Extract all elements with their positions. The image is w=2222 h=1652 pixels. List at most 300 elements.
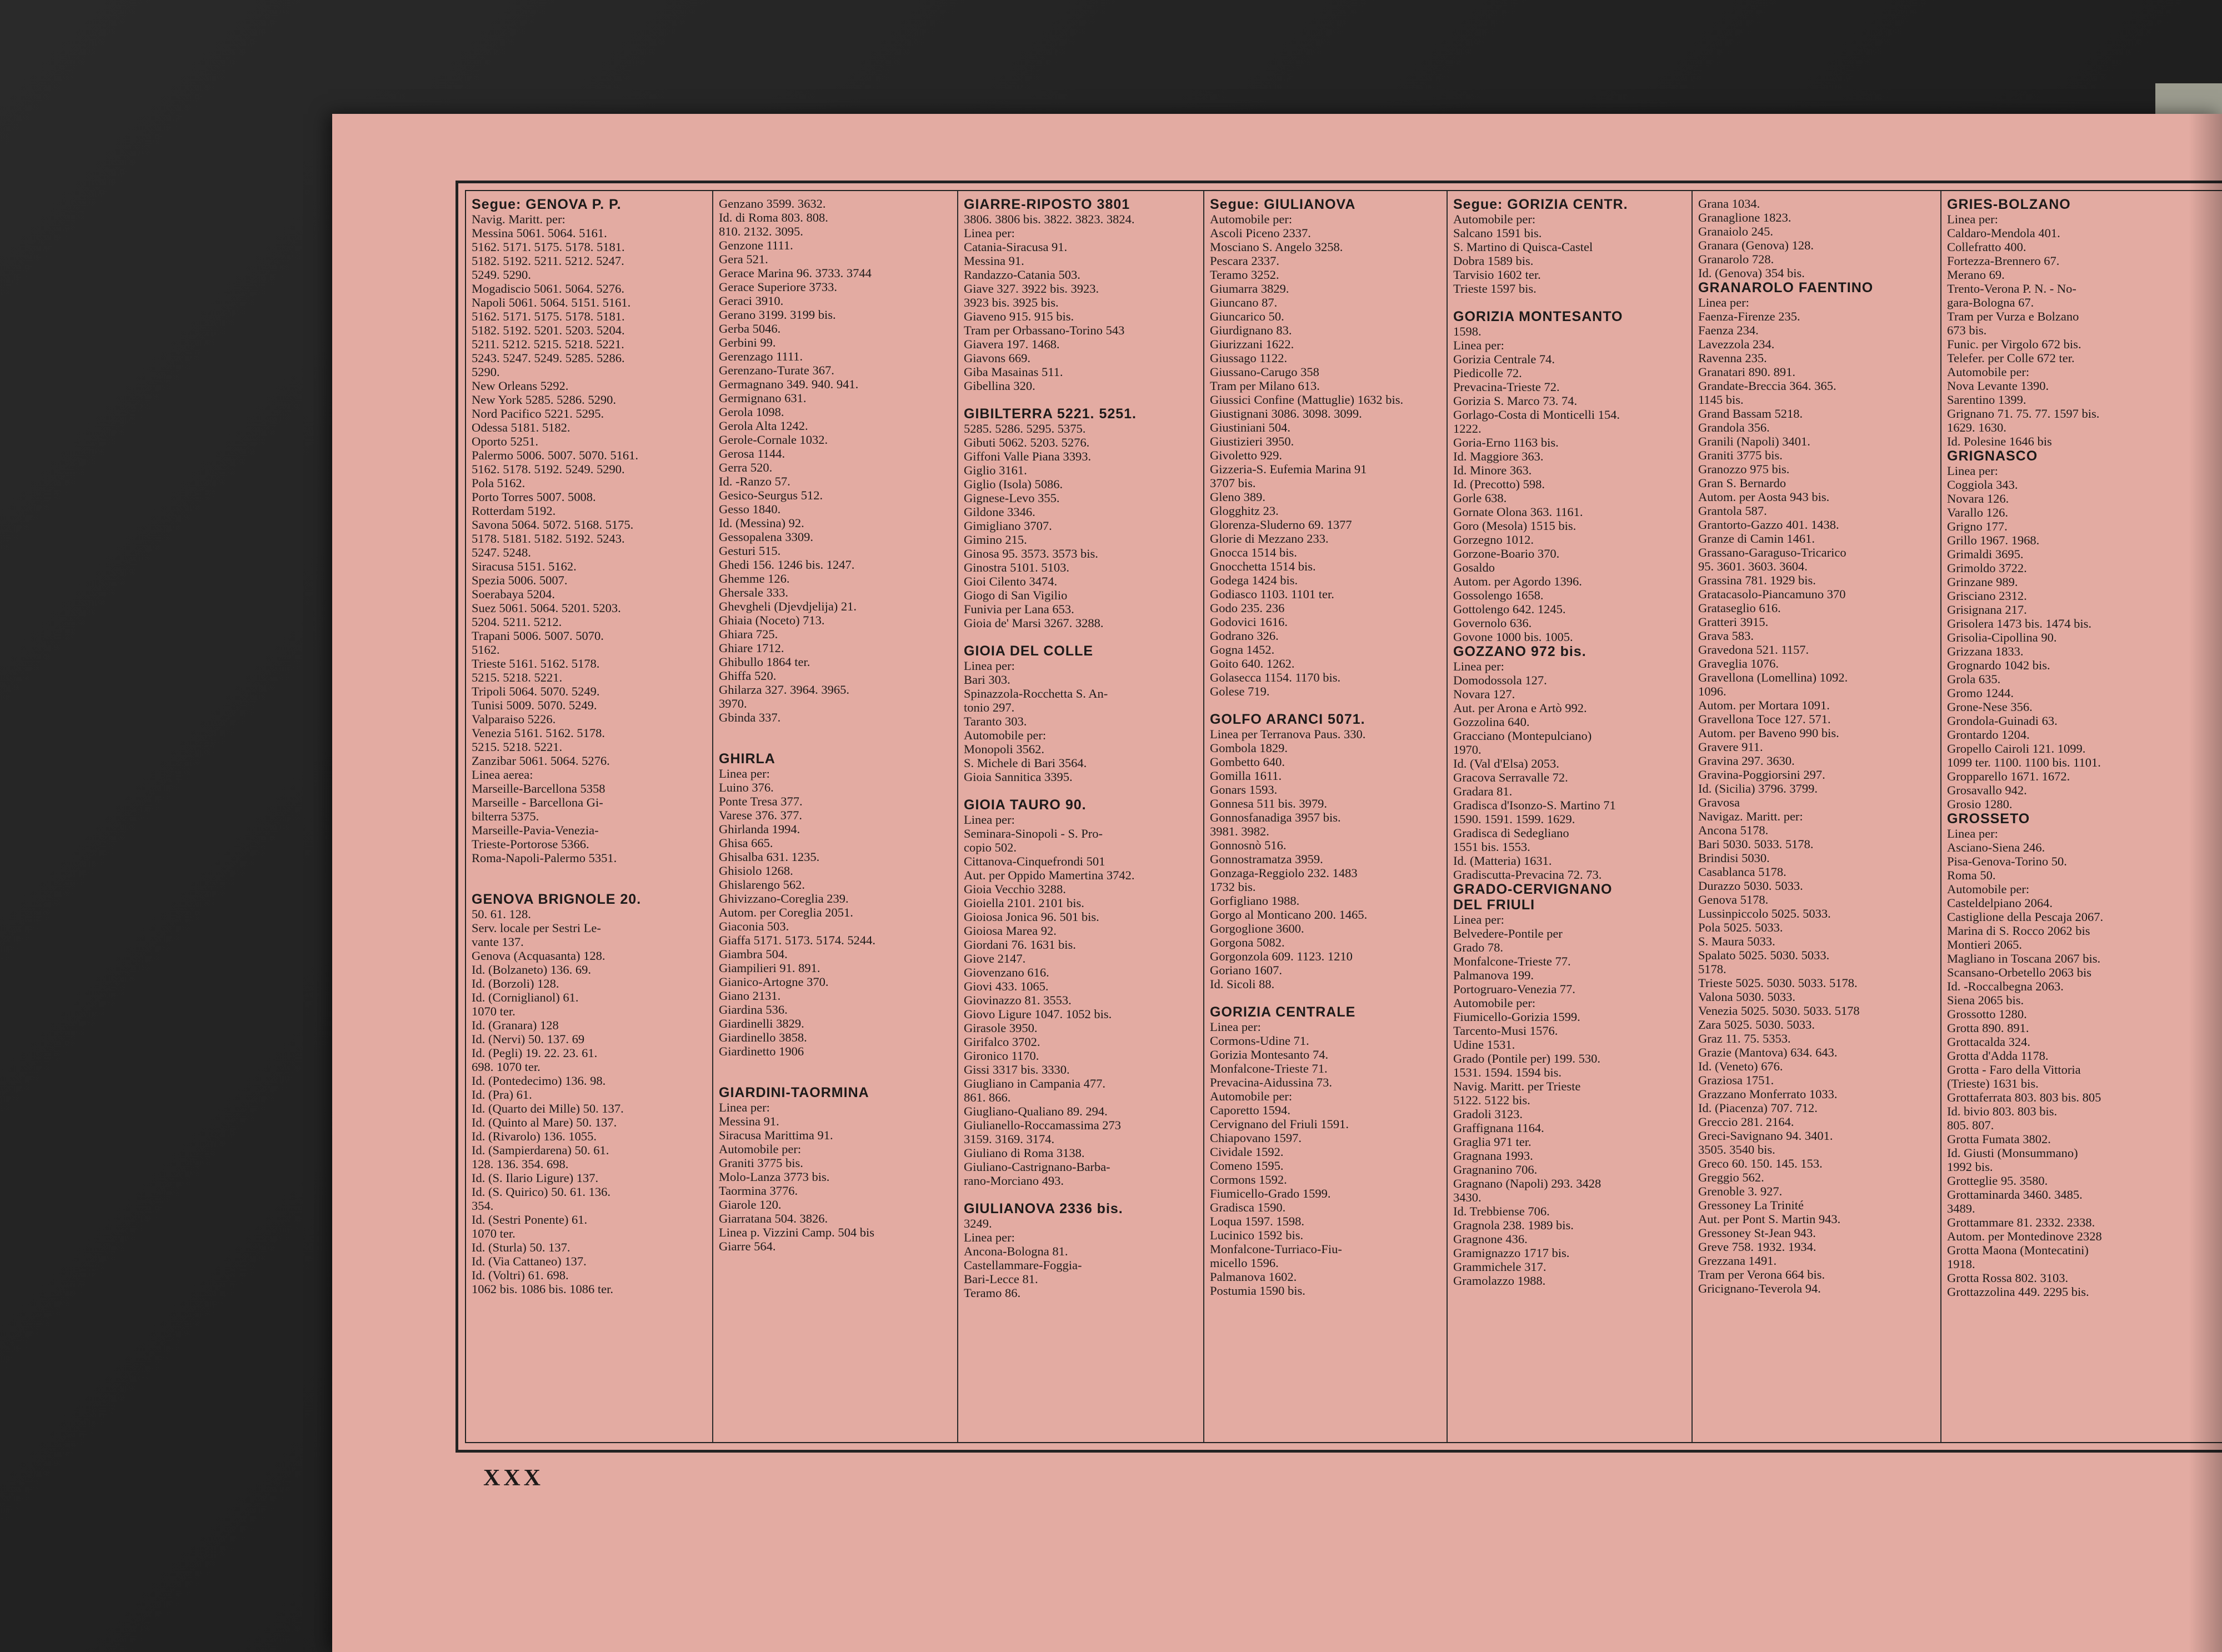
index-entry: Id. (Pra) 61.: [472, 1088, 532, 1102]
index-entry: Gesturi 515.: [719, 544, 781, 558]
index-entry: Gradiscutta-Prevacina 72. 73.: [1453, 868, 1602, 882]
index-entry: Venezia 5161. 5162. 5178.: [472, 726, 605, 740]
index-entry: Gravedona 521. 1157.: [1698, 643, 1809, 657]
index-entry: Greve 758. 1932. 1934.: [1698, 1240, 1816, 1254]
index-entry: Gratacasolo-Piancamuno 370: [1698, 587, 1846, 601]
index-entry: Savona 5064. 5072. 5168. 5175.: [472, 518, 634, 532]
index-entry: Grado 78.: [1453, 940, 1503, 954]
index-entry: Grandate-Breccia 364. 365.: [1698, 379, 1836, 393]
index-entry: Id. (Genova) 354 bis.: [1698, 266, 1805, 280]
index-entry: Giove 2147.: [964, 952, 1026, 965]
index-entry: Giuncano 87.: [1210, 296, 1278, 309]
index-entry: Grataseglio 616.: [1698, 601, 1781, 615]
index-entry: Marseille-Pavia-Venezia-: [472, 823, 599, 837]
index-entry: 1551 bis. 1553.: [1453, 840, 1530, 854]
index-entry: Giaconia 503.: [719, 919, 789, 933]
index-entry: Gioia Sannitica 3395.: [964, 770, 1073, 784]
index-entry: Automobile per:: [1210, 212, 1293, 226]
index-entry: Castellammare-Foggia-: [964, 1258, 1082, 1272]
index-entry: Bari 303.: [964, 673, 1010, 687]
index-entry: Gerenzago 1111.: [719, 349, 803, 363]
station-heading: GIBILTERRA 5221. 5251.: [964, 406, 1137, 422]
index-entry: Gera 521.: [719, 252, 768, 266]
index-entry: Suez 5061. 5064. 5201. 5203.: [472, 601, 621, 615]
index-entry: tonio 297.: [964, 700, 1015, 714]
index-entry: Gravellona (Lomellina) 1092.: [1698, 670, 1848, 684]
index-entry: Venezia 5025. 5030. 5033. 5178: [1698, 1004, 1860, 1018]
index-entry: Roma-Napoli-Palermo 5351.: [472, 851, 617, 865]
index-entry: Gracciano (Montepulciano): [1453, 729, 1592, 743]
index-entry: Giardinello 3858.: [719, 1030, 807, 1044]
index-entry: Gerace Superiore 3733.: [719, 280, 838, 294]
station-heading: GROSSETO: [1947, 811, 2030, 827]
index-entry: Gioia de' Marsi 3267. 3288.: [964, 616, 1104, 630]
index-entry: Granozzo 975 bis.: [1698, 462, 1790, 476]
index-entry: Fortezza-Brennero 67.: [1947, 254, 2060, 268]
index-entry: Gragnana 1993.: [1453, 1149, 1533, 1163]
index-entry: Giardinelli 3829.: [719, 1017, 804, 1030]
index-entry: Ghivizzano-Coreglia 239.: [719, 892, 849, 905]
index-entry: Trieste 1597 bis.: [1453, 282, 1537, 296]
station-heading: Segue: GORIZIA CENTR.: [1453, 197, 1628, 212]
index-entry: Gesico-Seurgus 512.: [719, 488, 823, 502]
index-entry: Grava 583.: [1698, 629, 1754, 643]
index-entry: Automobile per:: [1210, 1089, 1293, 1103]
index-entry: Gerola Alta 1242.: [719, 419, 808, 433]
station-heading: GIARDINI-TAORMINA: [719, 1085, 869, 1100]
index-entry: Linea per:: [1947, 827, 1998, 840]
spacer: [964, 630, 1197, 643]
index-entry: 1070 ter.: [472, 1004, 516, 1018]
index-entry: Id. -Roccalbegna 2063.: [1947, 979, 2064, 993]
index-entry: Id. (Matteria) 1631.: [1453, 854, 1552, 868]
index-entry: Pescara 2337.: [1210, 254, 1279, 268]
index-entry: Tram per Verona 664 bis.: [1698, 1268, 1825, 1281]
index-entry: Linea per:: [1698, 296, 1749, 309]
index-entry: Luino 376.: [719, 780, 774, 794]
index-entry: 5290.: [472, 365, 500, 379]
index-entry: Gimigliano 3707.: [964, 519, 1052, 533]
index-entry: Gravellona Toce 127. 571.: [1698, 712, 1831, 726]
index-entry: Id. (Sicilia) 3796. 3799.: [1698, 782, 1818, 795]
index-entry: Giuncarico 50.: [1210, 309, 1284, 323]
station-heading: GIULIANOVA 2336 bis.: [964, 1201, 1123, 1217]
index-entry: Monfalcone-Trieste 71.: [1210, 1062, 1328, 1075]
index-entry: Autom. per Aosta 943 bis.: [1698, 490, 1830, 504]
index-entry: Girifalco 3702.: [964, 1035, 1040, 1049]
index-entry: Tram per Orbassano-Torino 543: [964, 323, 1125, 337]
index-entry: Gorizia S. Marco 73. 74.: [1453, 394, 1578, 408]
index-entry: 5162. 5178. 5192. 5249. 5290.: [472, 462, 625, 476]
index-entry: Roma 50.: [1947, 868, 1996, 882]
index-entry: 1598.: [1453, 324, 1482, 338]
index-entry: Spinazzola-Rocchetta S. An-: [964, 687, 1108, 700]
index-entry: 1918.: [1947, 1257, 1975, 1271]
index-entry: Pisa-Genova-Torino 50.: [1947, 854, 2067, 868]
index-entry: Fiumicello-Grado 1599.: [1210, 1187, 1331, 1200]
index-entry: S. Michele di Bari 3564.: [964, 756, 1087, 770]
index-entry: Giglio 3161.: [964, 463, 1027, 477]
index-entry: Gildone 3346.: [964, 505, 1035, 519]
index-entry: Brindisi 5030.: [1698, 851, 1770, 865]
spacer: [719, 1072, 951, 1085]
index-entry: Prevacina-Aidussina 73.: [1210, 1075, 1332, 1089]
index-entry: Gombola 1829.: [1210, 741, 1288, 755]
index-entry: Granze di Camin 1461.: [1698, 532, 1815, 545]
index-entry: Granatari 890. 891.: [1698, 365, 1795, 379]
index-entry: Telefer. per Colle 672 ter.: [1947, 351, 2075, 365]
index-entry: Lavezzola 234.: [1698, 337, 1775, 351]
index-entry: Grantola 587.: [1698, 504, 1767, 518]
index-entry: Nova Levante 1390.: [1947, 379, 2049, 393]
index-entry: Palmanova 199.: [1453, 968, 1534, 982]
index-entry: Gonnostramatza 3959.: [1210, 852, 1323, 866]
index-entry: Grottazzolina 449. 2295 bis.: [1947, 1285, 2089, 1299]
index-entry: 3159. 3169. 3174.: [964, 1132, 1055, 1146]
index-entry: 5249. 5290.: [472, 268, 531, 282]
index-entry: Id. (Corniglianol) 61.: [472, 990, 579, 1004]
index-entry: 1070 ter.: [472, 1227, 516, 1240]
index-entry: Grondola-Guinadi 63.: [1947, 714, 2058, 728]
index-entry: Belvedere-Pontile per: [1453, 927, 1563, 940]
index-entry: Grisignana 217.: [1947, 603, 2027, 617]
index-entry: 861. 866.: [964, 1090, 1011, 1104]
index-entry: Granaglione 1823.: [1698, 211, 1791, 224]
index-entry: Gbinda 337.: [719, 710, 781, 724]
index-entry: Postumia 1590 bis.: [1210, 1284, 1305, 1298]
index-entry: Monopoli 3562.: [964, 742, 1045, 756]
index-entry: Linea aerea:: [472, 768, 533, 782]
index-entry: Gonnesa 511 bis. 3979.: [1210, 797, 1328, 810]
index-entry: Gramignazzo 1717 bis.: [1453, 1246, 1570, 1260]
index-entry: Greggio 562.: [1698, 1170, 1764, 1184]
index-entry: Domodossola 127.: [1453, 673, 1547, 687]
index-entry: 5215. 5218. 5221.: [472, 740, 563, 754]
index-entry: Id. (Quarto dei Mille) 50. 137.: [472, 1102, 624, 1115]
index-entry: 5211. 5212. 5215. 5218. 5221.: [472, 337, 624, 351]
index-entry: Gravina 297. 3630.: [1698, 754, 1795, 768]
index-entry: (Trieste) 1631 bis.: [1947, 1077, 2039, 1090]
index-entry: Ghemme 126.: [719, 572, 790, 585]
index-entry: Trieste 5025. 5030. 5033. 5178.: [1698, 976, 1858, 990]
index-entry: Grassano-Garaguso-Tricarico: [1698, 545, 1846, 559]
index-entry: Goria-Erno 1163 bis.: [1453, 435, 1559, 449]
index-entry: Ravenna 235.: [1698, 351, 1767, 365]
index-entry: Givoletto 929.: [1210, 448, 1282, 462]
index-entry: Trieste 5161. 5162. 5178.: [472, 657, 600, 670]
index-entry: Giussano-Carugo 358: [1210, 365, 1319, 379]
index-entry: Gibellina 320.: [964, 379, 1035, 393]
index-entry: Grotta Rossa 802. 3103.: [1947, 1271, 2069, 1285]
index-entry: Giba Masainas 511.: [964, 365, 1063, 379]
index-entry: Ascoli Piceno 2337.: [1210, 226, 1311, 240]
spacer: [472, 865, 706, 878]
index-entry: Grottacalda 324.: [1947, 1035, 2030, 1049]
index-entry: Messina 91.: [964, 254, 1024, 268]
index-entry: micello 1596.: [1210, 1256, 1279, 1270]
index-entry: 5162. 5171. 5175. 5178. 5181.: [472, 309, 625, 323]
index-entry: Cormons-Udine 71.: [1210, 1034, 1309, 1048]
index-entry: Gratteri 3915.: [1698, 615, 1769, 629]
index-entry: Loqua 1597. 1598.: [1210, 1214, 1304, 1228]
index-entry: Grammichele 317.: [1453, 1260, 1547, 1274]
index-entry: Giaffa 5171. 5173. 5174. 5244.: [719, 933, 876, 947]
index-entry: Id. bivio 803. 803 bis.: [1947, 1104, 2058, 1118]
index-entry: Portogruaro-Venezia 77.: [1453, 982, 1575, 996]
station-heading: GORIZIA MONTESANTO: [1453, 309, 1623, 324]
index-entry: Mogadiscio 5061. 5064. 5276.: [472, 282, 624, 296]
index-entry: Trieste-Portorose 5366.: [472, 837, 589, 851]
spacer: [964, 1188, 1197, 1201]
index-entry: Gnocca 1514 bis.: [1210, 545, 1297, 559]
spacer: [964, 784, 1197, 797]
index-entry: Castiglione della Pescaja 2067.: [1947, 910, 2104, 924]
index-entry: Gizzeria-S. Eufemia Marina 91: [1210, 462, 1367, 476]
index-entry: Collefratto 400.: [1947, 240, 2026, 254]
index-entry: Golasecca 1154. 1170 bis.: [1210, 670, 1341, 684]
spacer: [719, 724, 951, 738]
index-entry: Id. (S. Ilario Ligure) 137.: [472, 1171, 599, 1185]
index-entry: Linea per:: [1453, 338, 1504, 352]
index-entry: Grisolera 1473 bis. 1474 bis.: [1947, 617, 2091, 630]
index-entry: Linea p. Vizzini Camp. 504 bis: [719, 1225, 875, 1239]
index-entry: Siracusa 5151. 5162.: [472, 559, 577, 573]
index-entry: Palmanova 1602.: [1210, 1270, 1297, 1284]
index-entry: Graveglia 1076.: [1698, 657, 1779, 670]
index-entry: Funivia per Lana 653.: [964, 602, 1074, 616]
index-entry: Gissi 3317 bis. 3330.: [964, 1063, 1070, 1077]
columns-container: [465, 190, 2222, 1443]
index-entry: Ghevgheli (Djevdjelija) 21.: [719, 599, 857, 613]
index-entry: Navig. Maritt. per Trieste: [1453, 1079, 1581, 1093]
index-entry: 5162.: [472, 643, 500, 657]
index-entry: Gramolazzo 1988.: [1453, 1274, 1546, 1288]
index-entry: Gioiosa Marea 92.: [964, 924, 1057, 938]
index-entry: 1590. 1591. 1599. 1629.: [1453, 812, 1575, 826]
index-entry: Grantorto-Gazzo 401. 1438.: [1698, 518, 1839, 532]
index-entry: Giugliano in Campania 477.: [964, 1077, 1105, 1090]
index-entry: Nord Pacifico 5221. 5295.: [472, 407, 604, 420]
index-entry: Ancona-Bologna 81.: [964, 1244, 1068, 1258]
station-heading: GIOIA DEL COLLE: [964, 643, 1094, 659]
index-entry: Automobile per:: [1947, 365, 2030, 379]
index-entry: 1062 bis. 1086 bis. 1086 ter.: [472, 1282, 614, 1296]
index-entry: Automobile per:: [1947, 882, 2030, 896]
index-entry: Giardina 536.: [719, 1003, 788, 1017]
spacer: [1453, 296, 1685, 309]
index-entry: Gottolengo 642. 1245.: [1453, 602, 1566, 616]
index-entry: Automobile per:: [964, 728, 1047, 742]
index-entry: Id. -Ranzo 57.: [719, 474, 790, 488]
index-entry: 5215. 5218. 5221.: [472, 670, 563, 684]
index-entry: Id. (Messina) 92.: [719, 516, 804, 530]
index-entry: Id. (Veneto) 676.: [1698, 1059, 1783, 1073]
index-entry: Gressoney St-Jean 943.: [1698, 1226, 1816, 1240]
index-entry: 698. 1070 ter.: [472, 1060, 541, 1074]
index-entry: Grignano 71. 75. 77. 1597 bis.: [1947, 407, 2100, 420]
station-heading: GRIES-BOLZANO: [1947, 197, 2071, 212]
index-entry: Grone-Nese 356.: [1947, 700, 2033, 714]
index-entry: Rotterdam 5192.: [472, 504, 556, 518]
index-entry: bilterra 5375.: [472, 809, 539, 823]
index-entry: Autom. per Montedinove 2328: [1947, 1229, 2102, 1243]
index-entry: Grottaminarda 3460. 3485.: [1947, 1188, 2083, 1202]
index-entry: Grinzane 989.: [1947, 575, 2018, 589]
index-entry: Id. Trebbiense 706.: [1453, 1204, 1550, 1218]
index-entry: Caporetto 1594.: [1210, 1103, 1290, 1117]
index-entry: Giordani 76. 1631 bis.: [964, 938, 1076, 952]
index-entry: Linea per:: [719, 1100, 770, 1114]
index-entry: 3430.: [1453, 1190, 1482, 1204]
index-entry: Granili (Napoli) 3401.: [1698, 434, 1810, 448]
index-entry: Giambra 504.: [719, 947, 788, 961]
index-entry: Gesso 1840.: [719, 502, 781, 516]
index-entry: Linea per:: [1453, 659, 1504, 673]
index-entry: 5122. 5122 bis.: [1453, 1093, 1530, 1107]
index-entry: Ghiara 725.: [719, 627, 778, 641]
index-entry: Giavera 197. 1468.: [964, 337, 1060, 351]
index-entry: Teramo 86.: [964, 1286, 1021, 1300]
index-entry: Pola 5162.: [472, 476, 526, 490]
index-entry: Greco 60. 150. 145. 153.: [1698, 1157, 1823, 1170]
index-entry: Geraci 3910.: [719, 294, 784, 308]
index-entry: Grizzana 1833.: [1947, 644, 2024, 658]
index-entry: gara-Bologna 67.: [1947, 296, 2034, 309]
index-entry: Gradisca di Sedegliano: [1453, 826, 1569, 840]
index-entry: 3489.: [1947, 1202, 1975, 1215]
index-entry: 1099 ter. 1100. 1100 bis. 1101.: [1947, 755, 2101, 769]
index-entry: Monfalcone-Trieste 77.: [1453, 954, 1571, 968]
index-entry: Grottammare 81. 2332. 2338.: [1947, 1215, 2095, 1229]
index-entry: Grillo 1967. 1968.: [1947, 533, 2040, 547]
index-entry: Id. (Borzoli) 128.: [472, 977, 559, 990]
index-entry: Aut. per Arona e Artò 992.: [1453, 701, 1587, 715]
index-entry: Teramo 3252.: [1210, 268, 1279, 282]
index-entry: Taranto 303.: [964, 714, 1027, 728]
station-heading: GORIZIA CENTRALE: [1210, 1004, 1356, 1020]
index-entry: Grand Bassam 5218.: [1698, 407, 1803, 420]
index-entry: Gerole-Cornale 1032.: [719, 433, 828, 447]
index-entry: Godrano 326.: [1210, 629, 1279, 643]
index-entry: Casteldelpiano 2064.: [1947, 896, 2053, 910]
index-entry: Id. (Pontedecimo) 136. 98.: [472, 1074, 606, 1088]
index-entry: Linea per:: [719, 767, 770, 780]
index-entry: Gorgona 5082.: [1210, 935, 1285, 949]
index-entry: Randazzo-Catania 503.: [964, 268, 1080, 282]
index-entry: 1732 bis.: [1210, 880, 1256, 894]
index-entry: Autom. per Agordo 1396.: [1453, 574, 1582, 588]
index-entry: Gosaldo: [1453, 560, 1495, 574]
index-entry: Novara 127.: [1453, 687, 1515, 701]
index-entry: Gorgoglione 3600.: [1210, 922, 1304, 935]
index-entry: Gorizia Centrale 74.: [1453, 352, 1555, 366]
index-entry: Id. Sicoli 88.: [1210, 977, 1275, 991]
index-entry: Giarre 564.: [719, 1239, 776, 1253]
index-entry: Giurdignano 83.: [1210, 323, 1292, 337]
index-entry: Gorgonzola 609. 1123. 1210: [1210, 949, 1353, 963]
index-entry: Siracusa Marittima 91.: [719, 1128, 833, 1142]
index-entry: Porto Torres 5007. 5008.: [472, 490, 596, 504]
index-entry: Gogna 1452.: [1210, 643, 1275, 657]
index-entry: Tripoli 5064. 5070. 5249.: [472, 684, 600, 698]
index-entry: 1145 bis.: [1698, 393, 1744, 407]
index-entry: Tram per Vurza e Bolzano: [1947, 309, 2079, 323]
station-heading: GOLFO ARANCI 5071.: [1210, 712, 1365, 727]
index-entry: Prevacina-Trieste 72.: [1453, 380, 1560, 394]
index-entry: Giavons 669.: [964, 351, 1030, 365]
index-entry: Giaveno 915. 915 bis.: [964, 309, 1074, 323]
index-entry: 5178.: [1698, 962, 1726, 976]
index-entry: Ghersale 333.: [719, 585, 788, 599]
index-entry: Gironico 1170.: [964, 1049, 1039, 1063]
index-entry: Greci-Savignano 94. 3401.: [1698, 1129, 1833, 1143]
index-entry: Germignano 631.: [719, 391, 807, 405]
index-entry: Cividale 1592.: [1210, 1145, 1284, 1159]
station-heading: GRADO-CERVIGNANO: [1453, 882, 1613, 897]
index-entry: 3923 bis. 3925 bis.: [964, 296, 1059, 309]
index-entry: Trapani 5006. 5007. 5070.: [472, 629, 604, 643]
index-entry: Giugliano-Qualiano 89. 294.: [964, 1104, 1108, 1118]
index-entry: Automobile per:: [719, 1142, 802, 1156]
index-entry: Giustignani 3086. 3098. 3099.: [1210, 407, 1362, 420]
index-entry: Giuliano-Castrignano-Barba-: [964, 1160, 1110, 1174]
index-entry: Montieri 2065.: [1947, 938, 2022, 952]
index-entry: Scansano-Orbetello 2063 bis: [1947, 965, 2091, 979]
index-entry: Gossolengo 1658.: [1453, 588, 1544, 602]
index-entry: 673 bis.: [1947, 323, 1987, 337]
index-entry: Automobile per:: [1453, 996, 1536, 1010]
index-entry: Grimoldo 3722.: [1947, 561, 2027, 575]
index-entry: Goito 640. 1262.: [1210, 657, 1295, 670]
index-entry: Id. Polesine 1646 bis: [1947, 434, 2052, 448]
index-entry: Grado (Pontile per) 199. 530.: [1453, 1052, 1600, 1065]
index-entry: Faenza-Firenze 235.: [1698, 309, 1800, 323]
index-entry: Gonars 1593.: [1210, 783, 1278, 797]
spacer: [719, 1058, 951, 1072]
index-entry: 3970.: [719, 697, 747, 710]
index-entry: Automobile per:: [1453, 212, 1536, 226]
index-entry: Messina 91.: [719, 1114, 779, 1128]
index-entry: Navig. Maritt. per:: [472, 212, 565, 226]
index-entry: Id. (Via Cattaneo) 137.: [472, 1254, 587, 1268]
spacer: [1210, 698, 1440, 712]
index-column: [1204, 197, 1446, 1439]
index-entry: Gradisca d'Isonzo-S. Martino 71: [1453, 798, 1616, 812]
index-entry: Id. (Precotto) 598.: [1453, 477, 1545, 491]
index-entry: Ghisa 665.: [719, 836, 773, 850]
index-entry: Gorlago-Costa di Monticelli 154.: [1453, 408, 1620, 422]
index-entry: Grisciano 2312.: [1947, 589, 2027, 603]
index-entry: Ghedi 156. 1246 bis. 1247.: [719, 558, 855, 572]
index-entry: Tarvisio 1602 ter.: [1453, 268, 1541, 282]
index-entry: Id. (S. Quirico) 50. 61. 136.: [472, 1185, 610, 1199]
index-entry: Grotta d'Adda 1178.: [1947, 1049, 2049, 1063]
index-entry: Grotta 890. 891.: [1947, 1021, 2029, 1035]
index-entry: Giano 2131.: [719, 989, 781, 1003]
index-entry: Giustizieri 3950.: [1210, 434, 1294, 448]
index-entry: Merano 69.: [1947, 268, 2005, 282]
index-entry: New York 5285. 5286. 5290.: [472, 393, 617, 407]
index-entry: 1096.: [1698, 684, 1726, 698]
index-entry: Gerenzano-Turate 367.: [719, 363, 834, 377]
index-entry: Linea per:: [964, 226, 1015, 240]
index-entry: Grenoble 3. 927.: [1698, 1184, 1783, 1198]
index-entry: Graz 11. 75. 5353.: [1698, 1032, 1791, 1045]
index-entry: Ghiffa 520.: [719, 669, 777, 683]
index-entry: Id. (Piacenza) 707. 712.: [1698, 1101, 1818, 1115]
index-entry: Id. Giusti (Monsummano): [1947, 1146, 2078, 1160]
index-entry: Gromo 1244.: [1947, 686, 2014, 700]
